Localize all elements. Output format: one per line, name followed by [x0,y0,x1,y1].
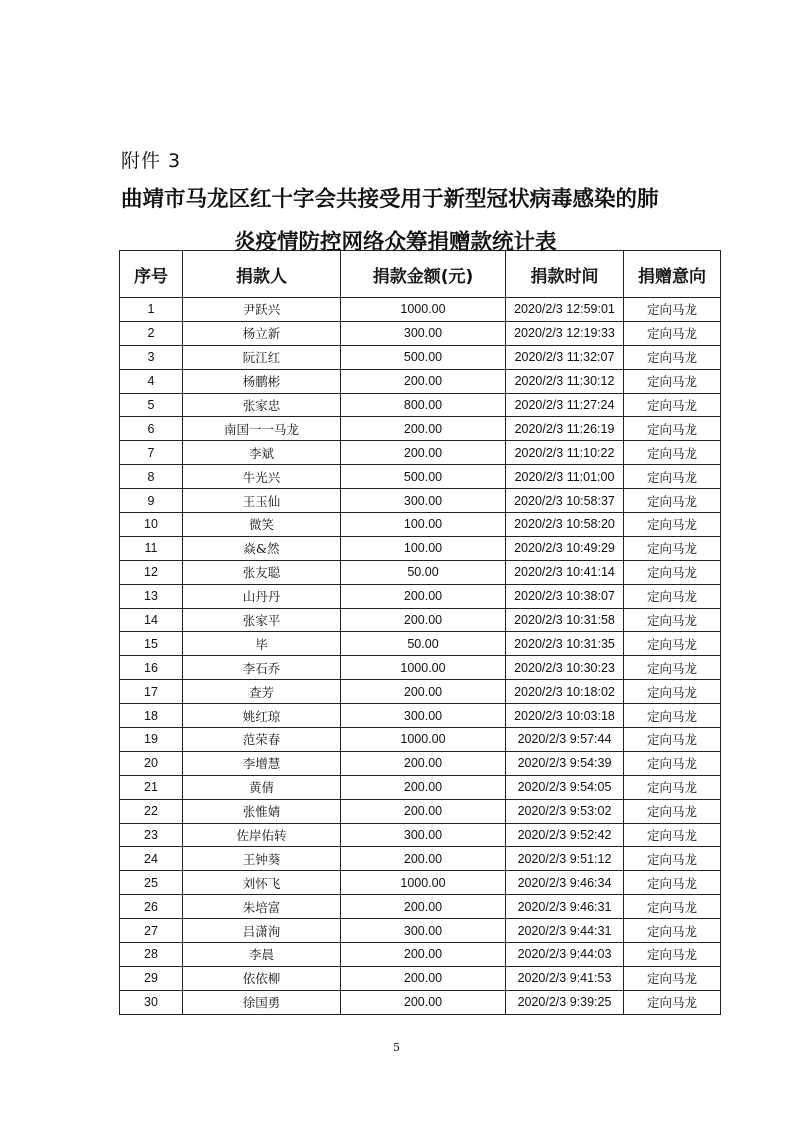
donation-time-cell: 2020/2/3 11:26:19 [506,417,624,441]
table-row [120,632,721,656]
table-row [120,298,721,322]
donation-intent-cell: 定向马龙 [624,990,721,1014]
donor-name-cell: 李增慧 [183,751,341,775]
serial-number-cell: 18 [120,704,183,728]
serial-number-cell: 23 [120,823,183,847]
donation-intent-cell: 定向马龙 [624,632,721,656]
table-header [120,251,721,298]
donation-intent-cell: 定向马龙 [624,751,721,775]
amount-cell: 100.00 [341,536,506,560]
header-serial-number: 序号 [120,251,183,298]
donation-time-cell: 2020/2/3 9:46:34 [506,871,624,895]
table-row [120,608,721,632]
header-row [120,251,721,298]
amount-cell: 200.00 [341,751,506,775]
donor-name-cell: 山丹丹 [183,584,341,608]
donation-intent-cell: 定向马龙 [624,465,721,489]
table-row [120,895,721,919]
table-row [120,465,721,489]
amount-cell: 1000.00 [341,656,506,680]
serial-number-cell: 19 [120,728,183,752]
amount-cell: 200.00 [341,799,506,823]
donation-time-cell: 2020/2/3 11:27:24 [506,393,624,417]
donation-time-cell: 2020/2/3 9:39:25 [506,990,624,1014]
donor-name-cell: 张家忠 [183,393,341,417]
donor-name-cell: 杨立新 [183,321,341,345]
donation-time-cell: 2020/2/3 9:51:12 [506,847,624,871]
table-row [120,775,721,799]
donation-intent-cell: 定向马龙 [624,847,721,871]
donor-name-cell: 刘怀飞 [183,871,341,895]
serial-number-cell: 17 [120,680,183,704]
table-row [120,751,721,775]
donation-intent-cell: 定向马龙 [624,704,721,728]
donation-time-cell: 2020/2/3 10:38:07 [506,584,624,608]
amount-cell: 200.00 [341,775,506,799]
donor-name-cell: 南国一一马龙 [183,417,341,441]
donation-time-cell: 2020/2/3 9:54:39 [506,751,624,775]
serial-number-cell: 14 [120,608,183,632]
amount-cell: 200.00 [341,966,506,990]
table-row [120,513,721,537]
donation-intent-cell: 定向马龙 [624,871,721,895]
table-row [120,871,721,895]
donor-name-cell: 李斌 [183,441,341,465]
table-row [120,489,721,513]
table-row [120,943,721,967]
table-row [120,441,721,465]
donation-intent-cell: 定向马龙 [624,489,721,513]
donation-time-cell: 2020/2/3 10:58:37 [506,489,624,513]
amount-cell: 300.00 [341,321,506,345]
donation-time-cell: 2020/2/3 12:19:33 [506,321,624,345]
donation-time-cell: 2020/2/3 9:54:05 [506,775,624,799]
donor-name-cell: 姚红琼 [183,704,341,728]
donor-name-cell: 牛光兴 [183,465,341,489]
donation-intent-cell: 定向马龙 [624,584,721,608]
donation-intent-cell: 定向马龙 [624,608,721,632]
donation-time-cell: 2020/2/3 10:30:23 [506,656,624,680]
amount-cell: 50.00 [341,632,506,656]
donor-name-cell: 佐岸佑转 [183,823,341,847]
donor-name-cell: 张友聪 [183,560,341,584]
amount-cell: 200.00 [341,441,506,465]
table-row [120,704,721,728]
donation-intent-cell: 定向马龙 [624,417,721,441]
amount-cell: 300.00 [341,919,506,943]
donation-intent-cell: 定向马龙 [624,895,721,919]
amount-cell: 200.00 [341,584,506,608]
donation-time-cell: 2020/2/3 10:58:20 [506,513,624,537]
serial-number-cell: 28 [120,943,183,967]
table-row [120,919,721,943]
serial-number-cell: 25 [120,871,183,895]
donor-name-cell: 徐国勇 [183,990,341,1014]
donation-time-cell: 2020/2/3 10:49:29 [506,536,624,560]
donation-intent-cell: 定向马龙 [624,560,721,584]
amount-cell: 200.00 [341,680,506,704]
amount-cell: 300.00 [341,823,506,847]
serial-number-cell: 26 [120,895,183,919]
donation-intent-cell: 定向马龙 [624,345,721,369]
amount-cell: 200.00 [341,417,506,441]
donation-intent-cell: 定向马龙 [624,728,721,752]
serial-number-cell: 12 [120,560,183,584]
donor-name-cell: 阮江红 [183,345,341,369]
donation-time-cell: 2020/2/3 9:41:53 [506,966,624,990]
donor-name-cell: 李石乔 [183,656,341,680]
attachment-label: 附件 3 [121,150,182,172]
table-row [120,680,721,704]
donation-intent-cell: 定向马龙 [624,943,721,967]
donor-name-cell: 微笑 [183,513,341,537]
table-row [120,847,721,871]
donation-time-cell: 2020/2/3 11:32:07 [506,345,624,369]
donor-name-cell: 查芳 [183,680,341,704]
table-row [120,584,721,608]
donation-time-cell: 2020/2/3 9:44:31 [506,919,624,943]
donation-intent-cell: 定向马龙 [624,513,721,537]
table-row [120,656,721,680]
amount-cell: 500.00 [341,345,506,369]
donation-time-cell: 2020/2/3 12:59:01 [506,298,624,322]
table-row [120,990,721,1014]
donor-name-cell: 杨鹏彬 [183,369,341,393]
donation-intent-cell: 定向马龙 [624,441,721,465]
serial-number-cell: 22 [120,799,183,823]
table-row [120,345,721,369]
table-row [120,823,721,847]
table-row [120,536,721,560]
serial-number-cell: 8 [120,465,183,489]
serial-number-cell: 11 [120,536,183,560]
serial-number-cell: 6 [120,417,183,441]
serial-number-cell: 30 [120,990,183,1014]
donation-time-cell: 2020/2/3 9:46:31 [506,895,624,919]
table-row [120,799,721,823]
header-donation-time: 捐款时间 [506,251,624,298]
donation-time-cell: 2020/2/3 9:53:02 [506,799,624,823]
donation-intent-cell: 定向马龙 [624,321,721,345]
amount-cell: 800.00 [341,393,506,417]
donation-intent-cell: 定向马龙 [624,536,721,560]
serial-number-cell: 1 [120,298,183,322]
serial-number-cell: 13 [120,584,183,608]
table-row [120,369,721,393]
header-amount: 捐款金额(元) [341,251,506,298]
serial-number-cell: 2 [120,321,183,345]
serial-number-cell: 29 [120,966,183,990]
amount-cell: 200.00 [341,608,506,632]
donor-name-cell: 毕 [183,632,341,656]
donation-time-cell: 2020/2/3 11:10:22 [506,441,624,465]
donor-name-cell: 依依柳 [183,966,341,990]
serial-number-cell: 3 [120,345,183,369]
amount-cell: 200.00 [341,895,506,919]
serial-number-cell: 9 [120,489,183,513]
donation-intent-cell: 定向马龙 [624,680,721,704]
amount-cell: 200.00 [341,847,506,871]
serial-number-cell: 16 [120,656,183,680]
serial-number-cell: 5 [120,393,183,417]
donation-intent-cell: 定向马龙 [624,369,721,393]
amount-cell: 300.00 [341,704,506,728]
amount-cell: 300.00 [341,489,506,513]
donor-name-cell: 朱培富 [183,895,341,919]
donor-name-cell: 尹跃兴 [183,298,341,322]
header-donation-intent: 捐赠意向 [624,251,721,298]
donation-time-cell: 2020/2/3 11:01:00 [506,465,624,489]
donation-intent-cell: 定向马龙 [624,656,721,680]
page-number: 5 [393,1041,400,1054]
document-title-line-1: 曲靖市马龙区红十字会共接受用于新型冠状病毒感染的肺 [121,187,659,212]
serial-number-cell: 24 [120,847,183,871]
donation-time-cell: 2020/2/3 10:31:35 [506,632,624,656]
donor-name-cell: 焱&然 [183,536,341,560]
amount-cell: 1000.00 [341,298,506,322]
donor-name-cell: 王玉仙 [183,489,341,513]
serial-number-cell: 20 [120,751,183,775]
serial-number-cell: 4 [120,369,183,393]
donation-time-cell: 2020/2/3 9:57:44 [506,728,624,752]
document-title-line-2: 炎疫情防控网络众筹捐赠款统计表 [234,230,557,255]
donor-name-cell: 范荣春 [183,728,341,752]
donation-intent-cell: 定向马龙 [624,919,721,943]
table-row [120,966,721,990]
donation-intent-cell: 定向马龙 [624,393,721,417]
donations-table [119,250,721,1015]
serial-number-cell: 15 [120,632,183,656]
amount-cell: 50.00 [341,560,506,584]
table-row [120,393,721,417]
serial-number-cell: 21 [120,775,183,799]
donor-name-cell: 吕潇洵 [183,919,341,943]
donation-time-cell: 2020/2/3 11:30:12 [506,369,624,393]
table-row [120,417,721,441]
serial-number-cell: 7 [120,441,183,465]
amount-cell: 1000.00 [341,871,506,895]
table-row [120,728,721,752]
donation-time-cell: 2020/2/3 9:44:03 [506,943,624,967]
amount-cell: 500.00 [341,465,506,489]
header-donor: 捐款人 [183,251,341,298]
table-body [120,298,721,1015]
donation-intent-cell: 定向马龙 [624,966,721,990]
donation-time-cell: 2020/2/3 10:41:14 [506,560,624,584]
donor-name-cell: 王钟葵 [183,847,341,871]
donation-time-cell: 2020/2/3 10:03:18 [506,704,624,728]
serial-number-cell: 27 [120,919,183,943]
donation-intent-cell: 定向马龙 [624,823,721,847]
amount-cell: 1000.00 [341,728,506,752]
donation-time-cell: 2020/2/3 9:52:42 [506,823,624,847]
amount-cell: 100.00 [341,513,506,537]
table-row [120,560,721,584]
donor-name-cell: 张惟婧 [183,799,341,823]
donor-name-cell: 张家平 [183,608,341,632]
donation-intent-cell: 定向马龙 [624,775,721,799]
amount-cell: 200.00 [341,943,506,967]
donor-name-cell: 李晨 [183,943,341,967]
table-row [120,321,721,345]
donation-time-cell: 2020/2/3 10:18:02 [506,680,624,704]
donation-time-cell: 2020/2/3 10:31:58 [506,608,624,632]
donation-intent-cell: 定向马龙 [624,799,721,823]
donor-name-cell: 黄倩 [183,775,341,799]
amount-cell: 200.00 [341,990,506,1014]
amount-cell: 200.00 [341,369,506,393]
serial-number-cell: 10 [120,513,183,537]
donation-intent-cell: 定向马龙 [624,298,721,322]
